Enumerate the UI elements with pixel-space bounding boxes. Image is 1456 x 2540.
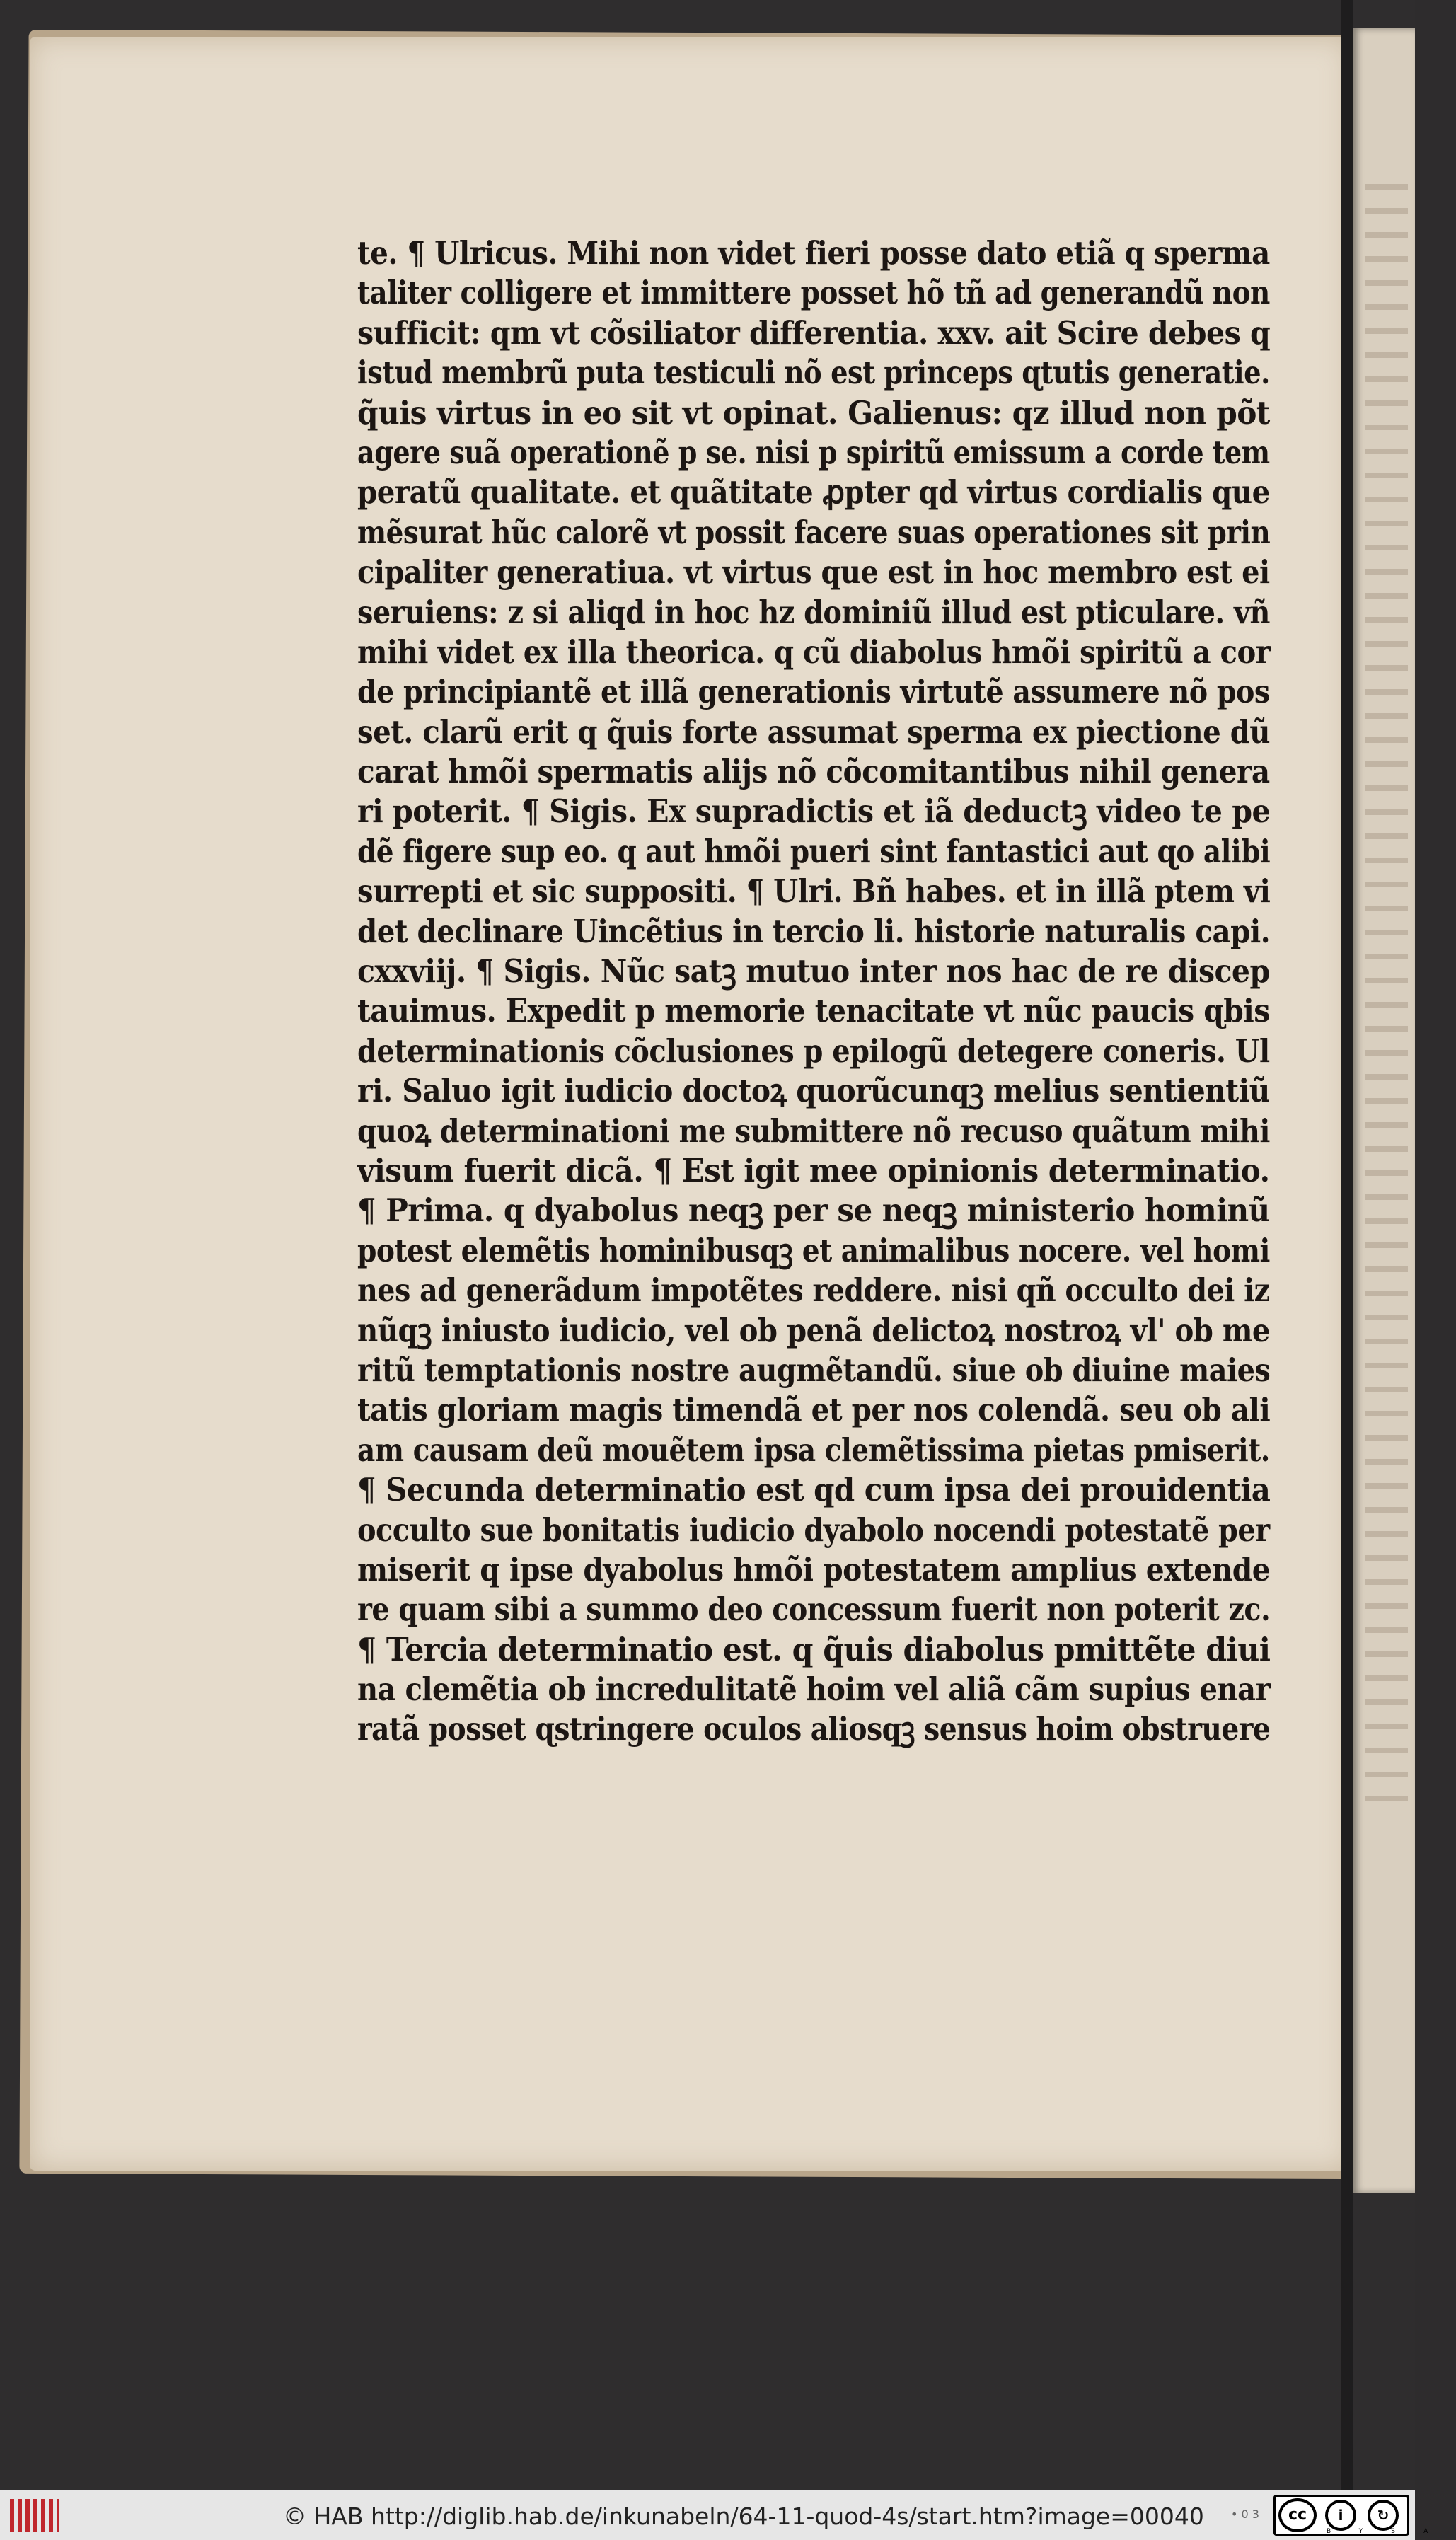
text-line: mẽsurat hũc calorẽ vt possit facere suas operationes sit prin	[357, 513, 1271, 551]
attribution-icon: i	[1325, 2500, 1356, 2531]
text-line: de principiantẽ et illã generationis virtutẽ assumere nõ pos	[357, 673, 1270, 711]
text-line: nes ad generãdum impotẽtes reddere. nisi qñ occulto dei iz	[357, 1271, 1270, 1310]
text-line: peratũ qualitate. et quãtitate ꝓpter qd virtus cordialis que	[357, 473, 1270, 512]
text-line: agere suã operationẽ p se. nisi p spiritũ emissum a corde tem	[357, 433, 1270, 471]
text-line: seruiens: z si aliqd in hoc hz dominiũ illud est pticulare. vñ	[357, 593, 1270, 631]
text-line: potest elemẽtis hominibusqꝫ et animalibus nocere. vel homi	[357, 1231, 1270, 1269]
text-line: cxxviij. ¶ Sigis. Nũc satꝫ mutuo inter nos hac de re discep	[357, 952, 1270, 991]
text-line: ratã posset ɋstringere oculos aliosqꝫ sensus hoim obstruere	[357, 1710, 1271, 1748]
text-line: q̃uis virtus in eo sit vt opinat. Galienus: qz illud non põt	[357, 393, 1270, 432]
text-line: ri. Saluo igit iudicio doctoꝝ quorũcunqꝫ melius sentientiũ	[357, 1072, 1270, 1110]
text-line: ¶ Secunda determinatio est qd cum ipsa dei prouidentia	[357, 1471, 1271, 1509]
text-line: am causam deũ mouẽtem ipsa clemẽtissima pietas pmiserit.	[357, 1431, 1270, 1469]
text-line: quoꝝ determinationi me submittere nõ recuso quãtum mihi	[357, 1112, 1270, 1150]
share-alike-icon: ↻	[1368, 2500, 1399, 2531]
text-line: cipaliter generatiua. vt virtus que est in hoc membro est ei	[357, 553, 1270, 591]
viewer-footer	[0, 2490, 1456, 2540]
hab-logo-icon[interactable]	[10, 2499, 59, 2532]
cc-license-badge[interactable]	[1273, 2495, 1456, 2536]
text-line: taliter colligere et immittere posset hõ tñ ad generandũ non	[357, 274, 1270, 312]
adjacent-page-text-bleed	[1365, 184, 1408, 1811]
license-sa-label: SA	[1391, 2528, 1456, 2535]
text-line: dẽ figere sup eo. q aut hmõi pueri sint fantastici aut ɋo alibi	[357, 832, 1271, 870]
incunable-text-block	[357, 233, 1270, 1750]
source-url[interactable]: © HAB http://diglib.hab.de/inkunabeln/64-11-quod-4s/start.htm?image=00040	[283, 2503, 1204, 2530]
text-line: re quam sibi a summo deo concessum fuerit non poterit zc.	[357, 1591, 1271, 1629]
text-line: ¶ Prima. q dyabolus neqꝫ per se neqꝫ ministerio hominũ	[357, 1191, 1270, 1230]
text-line: na clemẽtia ob incredulitatẽ hoim vel aliã cãm supius enar	[357, 1670, 1271, 1709]
text-line: ¶ Tercia determinatio est. q q̃uis diabolus pmittẽte diui	[357, 1630, 1271, 1668]
adjacent-page	[1353, 28, 1415, 2193]
text-line: surrepti et sic suppositi. ¶ Ulri. Bñ habes. et in illã ptem vi	[357, 872, 1271, 911]
license-by-label: BY	[1327, 2528, 1392, 2535]
text-line: tatis gloriam magis timendã et per nos colendã. seu ob ali	[357, 1391, 1271, 1429]
page-marker: • 0 3	[1231, 2507, 1259, 2521]
text-line: sufficit: qm vt cõsiliator differentia. xxv. ait Scire debes q	[357, 313, 1271, 352]
text-line: ri poterit. ¶ Sigis. Ex supradictis et iã deductꝫ video te pe	[357, 792, 1271, 831]
cc-icon: cc	[1278, 2498, 1317, 2532]
text-line: te. ¶ Ulricus. Mihi non videt fieri posse dato etiã q sperma	[357, 234, 1270, 272]
text-line: occulto sue bonitatis iudicio dyabolo nocendi potestatẽ per	[357, 1511, 1270, 1549]
text-line: istud membrũ puta testiculi nõ est princeps ɋtutis generatie.	[357, 354, 1270, 392]
text-line: mihi videt ex illa theorica. q cũ diabolus hmõi spiritũ a cor	[357, 633, 1271, 671]
text-line: miserit q ipse dyabolus hmõi potestatem amplius extende	[357, 1550, 1271, 1588]
text-line: carat hmõi spermatis alijs nõ cõcomitantibus nihil genera	[357, 753, 1270, 791]
text-line: tauimus. Expedit p memorie tenacitate vt nũc paucis ɋbis	[357, 992, 1270, 1030]
text-line: set. clarũ erit q q̃uis forte assumat sperma ex piectione dũ	[357, 712, 1271, 751]
text-line: visum fuerit dicã. ¶ Est igit mee opinionis determinatio.	[357, 1151, 1270, 1189]
book-gutter	[1341, 0, 1353, 2490]
text-line: determinationis cõclusiones p epilogũ detegere coneris. Ul	[357, 1032, 1270, 1070]
text-line: nũqꝫ iniusto iudicio, vel ob penã delictoꝝ nostroꝝ vl' ob me	[357, 1311, 1271, 1349]
license-labels	[1327, 2528, 1456, 2535]
text-line: ritũ temptationis nostre augmẽtandũ. siue ob diuine maies	[357, 1351, 1271, 1389]
text-line: det declinare Uincẽtius in tercio li. historie naturalis capi.	[357, 912, 1271, 950]
